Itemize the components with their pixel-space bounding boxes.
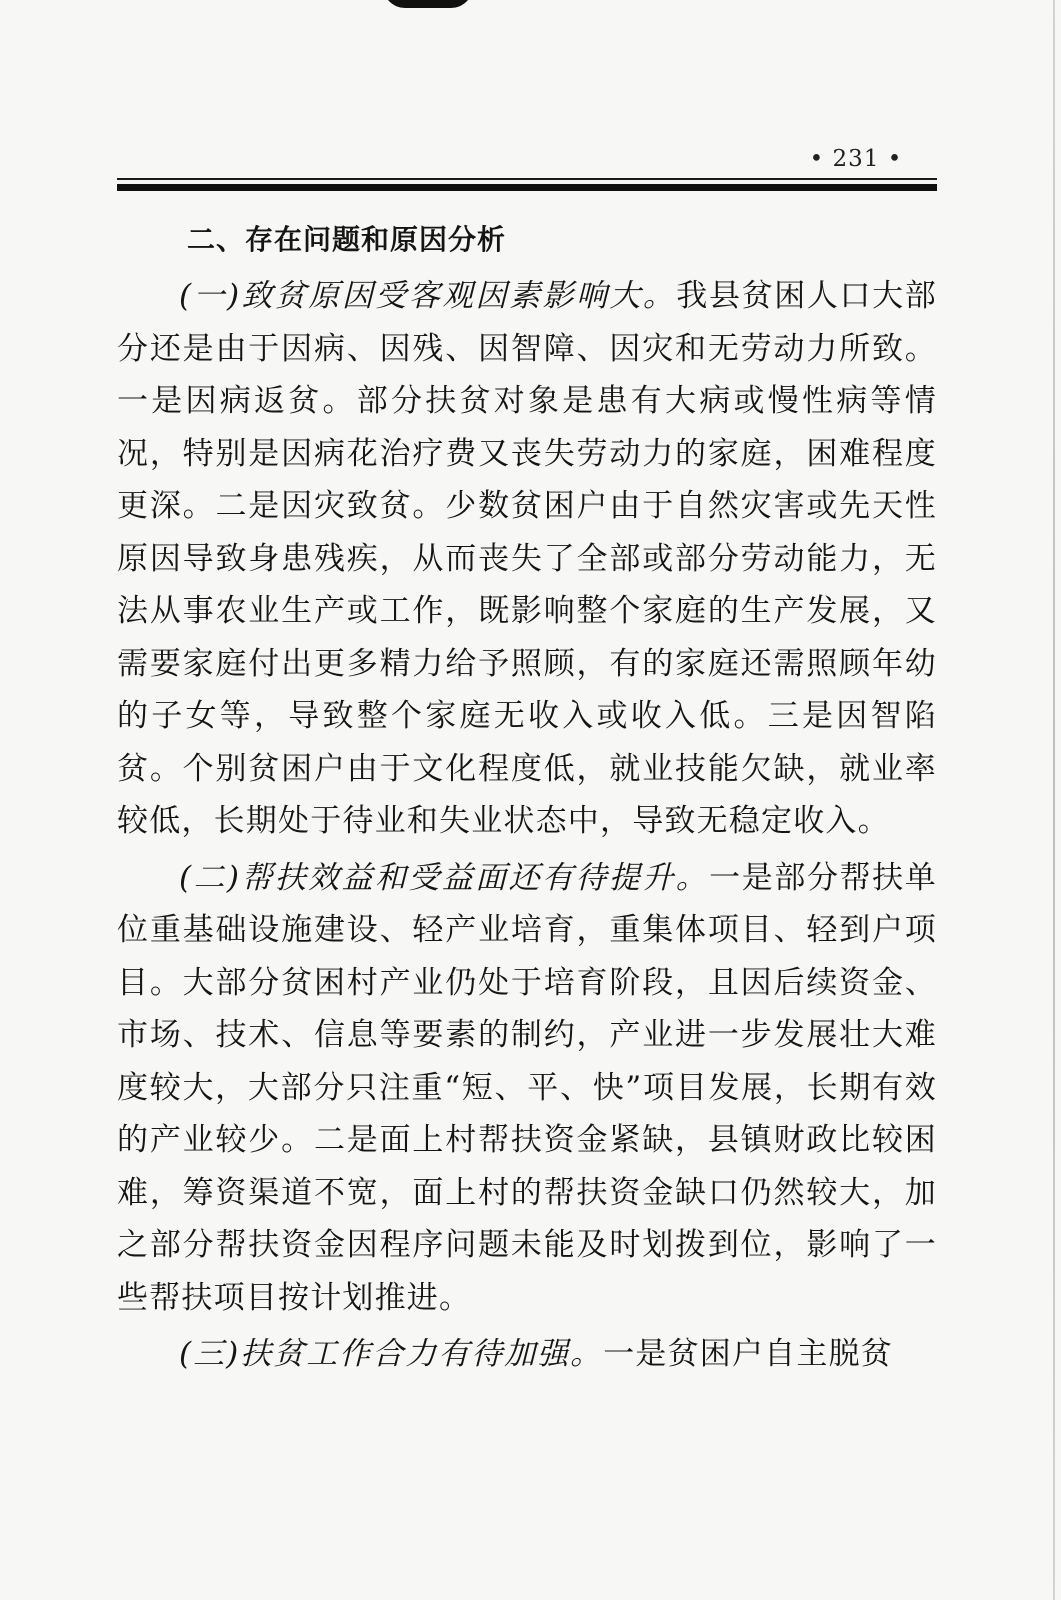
paragraph-2-text: 一是部分帮扶单位重基础设施建设、轻产业培育，重集体项目、轻到户项目。大部分贫困村产业仍处于培育阶段，且因后续资金、市场、技术、信息等要素的制约，产业进一步发展壮大难度较大，大部分只注重“短、平、快”项目发展，长期有效的产业较少。二是面上村帮扶资金紧缺，县镇财政比较困难，筹资渠道不宽，面上村的帮扶资金缺口仍然较大，加之部分帮扶资金因程序问题未能及时划拨到位，影响了一些帮扶项目按计划推进。 <box>117 859 937 1316</box>
header-rule-thick <box>117 184 937 191</box>
paragraph-1-text: 我县贫困人口大部分还是由于因病、因残、因智障、因灾和无劳动力所致。一是因病返贫。部分扶贫对象是患有大病或慢性病等情况，特别是因病花治疗费又丧失劳动力的家庭，困难程度更深。二是因灾致贫。少数贫困户由于自然灾害或先天性原因导致身患残疾，从而丧失了全部或部分劳动能力，无法从事农业生产或工作，既影响整个家庭的生产发展，又需要家庭付出更多精力给予照顾，有的家庭还需照顾年幼的子女等，导致整个家庭无收入或收入低。三是因智陷贫。个别贫困户由于文化程度低，就业技能欠缺，就业率较低，长期处于待业和失业状态中，导致无稳定收入。 <box>117 278 938 839</box>
page-number: • 231 • <box>809 146 903 172</box>
paragraph-3-heading: (三)扶贫工作合力有待加强。 <box>179 1336 604 1372</box>
page-edge-shadow <box>1053 0 1055 1600</box>
binding-mark <box>383 0 473 8</box>
paragraph-3 <box>117 1328 937 1381</box>
header-rule-thin <box>117 178 937 180</box>
paragraph-2-heading: (二)帮扶效益和受益面还有待提升。 <box>179 859 710 896</box>
section-heading: 二、存在问题和原因分析 <box>187 223 507 256</box>
paragraph-3-text: 一是贫困户自主脱贫 <box>603 1336 893 1372</box>
paragraph-1 <box>117 270 937 848</box>
paragraph-2 <box>117 852 937 1325</box>
paragraph-1-heading: (一)致贫原因受客观因素影响大。 <box>179 278 677 314</box>
page-body <box>117 214 937 1381</box>
